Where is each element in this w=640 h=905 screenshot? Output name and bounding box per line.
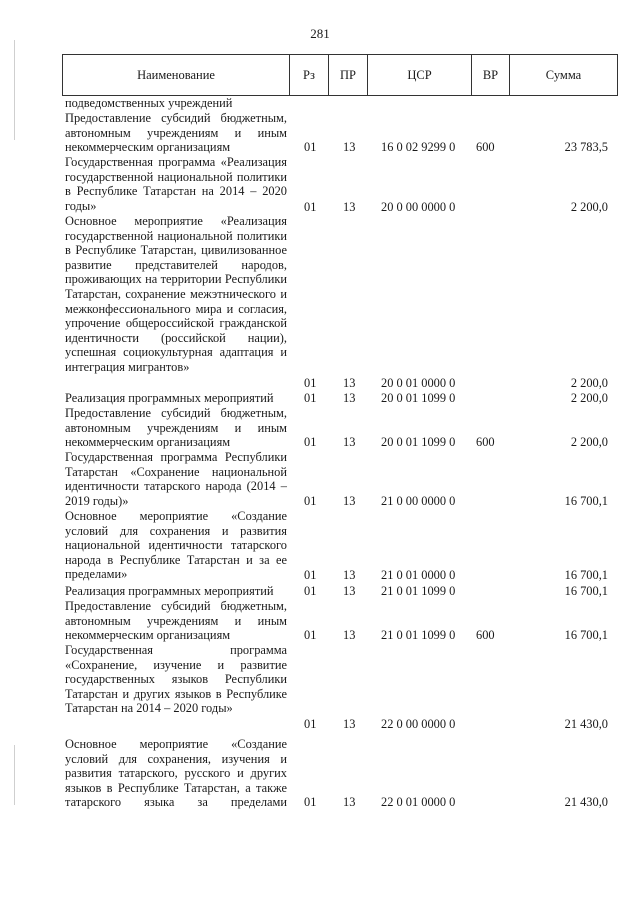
row-sum: 16 700,1 [564,628,608,642]
row-csr: 20 0 01 1099 0 [381,391,456,405]
row-name: Основное мероприятие «Реализация государственной национальной политики в Республике Татарстан, цивилизованное развитие представителей народов, проживающих на территории Республики Татарстан, сохранение межэтнического и межконфессионального мира и согласия, упрочение общероссийской гражданской идентичности (российской нации), успешная социокультурная адаптация и интеграция мигрантов» [65,214,287,374]
row-rz: 01 [304,435,317,449]
row-vr: 600 [476,628,495,642]
row-sum: 16 700,1 [564,494,608,508]
row-csr: 16 0 02 9299 0 [381,140,456,154]
row-name: подведомственных учреждений [65,96,233,110]
row-rz: 01 [304,200,317,214]
row-pr: 13 [343,584,356,598]
row-pr: 13 [343,200,356,214]
header-rz: Рз [289,55,328,95]
row-csr: 21 0 01 1099 0 [381,584,456,598]
row-name: Предоставление субсидий бюджетным, автономным учреждениям и иным некоммерческим организациям [65,599,287,643]
page-number: 281 [310,26,330,41]
row-name: Предоставление субсидий бюджетным, автономным учреждениям и иным некоммерческим организациям [65,406,287,450]
row-pr: 13 [343,568,356,582]
row-name: Реализация программных мероприятий [65,391,274,405]
row-rz: 01 [304,717,317,731]
row-name: Основное мероприятие «Создание условий для сохранения и развития национальной идентичности татарского народа в Республике Татарстан и за ее пределами» [65,509,287,582]
row-sum: 21 430,0 [564,717,608,731]
row-csr: 20 0 01 1099 0 [381,435,456,449]
row-csr: 21 0 01 1099 0 [381,628,456,642]
row-pr: 13 [343,140,356,154]
row-name: Государственная программа «Реализация государственной национальной политики в Республике Татарстан на 2014 – 2020 годы» [65,155,287,213]
row-name: Реализация программных мероприятий [65,584,274,598]
header-vr: ВР [471,55,509,95]
row-csr: 21 0 00 0000 0 [381,494,456,508]
row-rz: 01 [304,391,317,405]
row-csr: 22 0 00 0000 0 [381,717,456,731]
row-rz: 01 [304,376,317,390]
row-sum: 21 430,0 [564,795,608,809]
row-rz: 01 [304,140,317,154]
row-csr: 21 0 01 0000 0 [381,568,456,582]
row-pr: 13 [343,717,356,731]
row-sum: 2 200,0 [570,200,608,214]
scan-artifact [14,745,15,805]
row-pr: 13 [343,628,356,642]
row-pr: 13 [343,435,356,449]
row-vr: 600 [476,140,495,154]
header-csr: ЦСР [367,55,471,95]
header-sum: Сумма [509,55,617,95]
row-sum: 2 200,0 [570,435,608,449]
row-rz: 01 [304,795,317,809]
scan-artifact [14,40,15,140]
row-vr: 600 [476,435,495,449]
row-name: Основное мероприятие «Создание условий для сохранения, изучения и развития татарского, русского и других языков в Республике Татарстан, а также татарского языка за пределами [65,737,287,810]
row-rz: 01 [304,584,317,598]
row-pr: 13 [343,494,356,508]
row-pr: 13 [343,795,356,809]
row-pr: 13 [343,376,356,390]
row-rz: 01 [304,628,317,642]
row-csr: 20 0 00 0000 0 [381,200,456,214]
row-sum: 16 700,1 [564,568,608,582]
row-sum: 16 700,1 [564,584,608,598]
row-sum: 2 200,0 [570,391,608,405]
row-sum: 2 200,0 [570,376,608,390]
row-name: Государственная программа «Сохранение, изучение и развитие государственных языков Республики Татарстан и других языков в Республике Татарстан на 2014 – 2020 годы» [65,643,287,716]
row-name: Предоставление субсидий бюджетным, автономным учреждениям и иным некоммерческим организациям [65,111,287,155]
row-pr: 13 [343,391,356,405]
row-name: Государственная программа Республики Татарстан «Сохранение национальной идентичности татарского народа (2014 – 2019 годы)» [65,450,287,508]
row-rz: 01 [304,568,317,582]
header-pr: ПР [328,55,367,95]
row-csr: 20 0 01 0000 0 [381,376,456,390]
row-sum: 23 783,5 [564,140,608,154]
row-csr: 22 0 01 0000 0 [381,795,456,809]
table-header [62,54,618,96]
header-name: Наименование [137,68,215,82]
row-rz: 01 [304,494,317,508]
